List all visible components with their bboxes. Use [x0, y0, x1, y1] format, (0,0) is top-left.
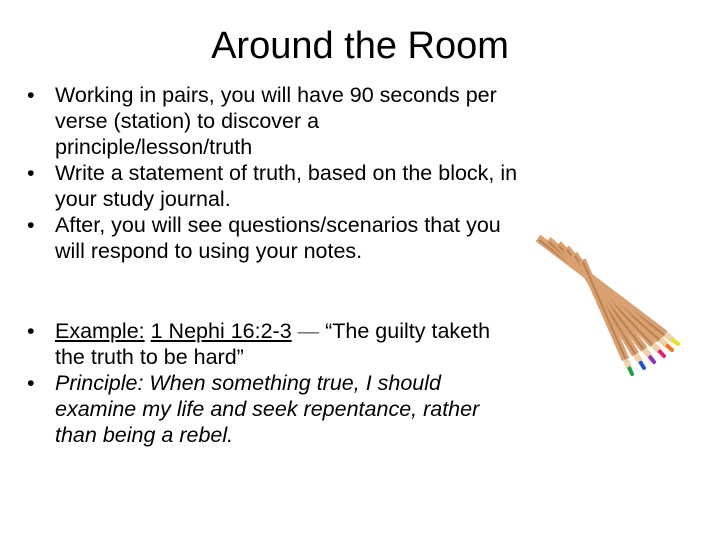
principle-text: Principle: When something true, I should examine my life and seek repentance, rather than being a rebel. [55, 371, 480, 447]
slide-title: Around the Room [211, 25, 509, 67]
bullet-icon: • [27, 161, 35, 185]
bullet-icon: • [27, 213, 35, 237]
bullet-text: Working in pairs, you will have 90 seconds per verse (station) to discover a principle/lesson/truth [55, 83, 497, 159]
bullet-list-example [22, 318, 522, 448]
list-item [22, 212, 522, 264]
em-dash: — [297, 319, 320, 343]
example-label: Example: [55, 319, 145, 343]
list-item [22, 160, 522, 212]
bullet-text: After, you will see questions/scenarios that you will respond to using your notes. [55, 213, 501, 263]
colored-pencils-icon [528, 232, 688, 382]
list-item [22, 318, 522, 370]
bullet-text: Write a statement of truth, based on the block, in your study journal. [55, 161, 518, 211]
bullet-list-instructions [22, 82, 522, 264]
scripture-quote: “The guilty taketh the truth to be hard” [55, 319, 491, 369]
list-item [22, 370, 522, 448]
bullet-icon: • [27, 83, 35, 107]
list-item [22, 82, 522, 160]
scripture-reference: 1 Nephi 16:2-3 [150, 319, 292, 343]
bullet-icon: • [27, 371, 35, 395]
bullet-icon: • [27, 319, 35, 343]
